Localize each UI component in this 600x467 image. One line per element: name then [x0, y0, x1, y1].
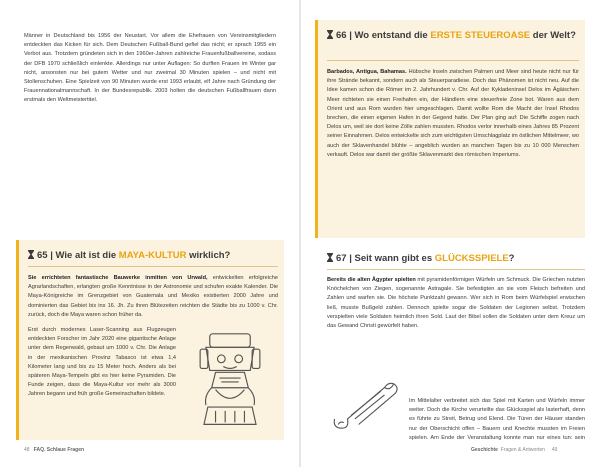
box-title-suffix: der Welt? — [532, 30, 576, 41]
box-text-1: entwickelten erfolgreiche Agrarlandschaften, erlangten große Kenntnisse in der Astronomie und schufen exakte Kalender. Die Maya-Königreiche im Grenzgebiet von Guatemala und Mexiko existierten 2000 Jahre und dominierten das Gebiet bis ins 16. Jh. Zu ihren Blütezeiten reichten die Städte bis zu 1000 v. Chr. zurück, doch die Maya waren schon früher da. — [28, 275, 278, 318]
box-text-left-column: Erst durch modernes Laser-Scanning aus Flugzeugen entdeckten Forscher im Jahr 2020 eine gigantische Anlage unter dem Regenwald, gebaut um 1000 v. Chr. Die Anlage in der mexikanischen Provinz Tabasco ist etwa 1,4 Kilometer lang und bis zu 15 Meter hoch. Anders als bei späteren Maya-Tempeln gibt es hier keine Pyramiden. Die Funde zeigen, dass die Maya-Kultur vor mehr als 3000 Jahren begann und früh große Gemeinschaften bildete. — [28, 327, 176, 398]
box2-heading: 67 | Seit wann gibt es GLÜCKSSPIELE? — [327, 253, 587, 265]
box2-text-1: mit pyramidenförmigen Würfeln um Schmuck. Die Griechen nutzten Knöchelchen von Ziegen, sogenannte Astragale. Sie befestigten an sie vom Fleisch befreiten und Zahlen und warfen sie. Die höchste Punktzahl gewann. Wer sich in Rom beim Würfelspiel erwischen ließ, musste Bußgeld zahlen. Dennoch spielte sogar die Soldaten der Legionen selbst. Trotzdem verspielten viele Soldaten heimlich ihren Sold. Laut der Bibel sollen die Soldaten unter dem Kreuz um das Gewand Christi gewürfelt haben. — [327, 277, 585, 330]
box2-title-suffix: ? — [508, 253, 515, 264]
box-heading: 66 | Wo entstand die ERSTE STEUEROASE der Welt? — [327, 30, 579, 42]
left-page — [0, 0, 299, 467]
box-heading: 65 | Wie alt ist die MAYA-KULTUR wirklich? — [28, 250, 278, 262]
box-title-prefix: Wie alt ist die — [55, 250, 117, 261]
hourglass-icon — [327, 253, 333, 262]
question-box-66 — [315, 20, 585, 238]
box-number: 66 — [336, 30, 347, 41]
heading-rule — [28, 266, 278, 267]
right-page — [301, 0, 600, 467]
box-lead: Barbados, Antigua, Bahamas. — [327, 69, 407, 75]
box-text-1: Hübsche Inseln zwischen Palmen und Meer sind heute nicht nur für ihre Strände bekannt, sondern auch als Steuerparadiese. Doch das Phänomen ist nicht neu. Auf die Idee kamen schon die Römer im 2. Jahrhundert v. Chr. Auf der Kykladeninsel Delos im Ägäischen Meer richteten sie einen Freihafen ein, der Händlern eine steuerfreie Zone bot. Waren aus dem Orient und aus Rom wurden hier umgeschlagen. Damit wollte Rom die Macht der Insel Rhodos brechen, die einen eigenen Hafen in der Gegend hatte. — [327, 69, 579, 122]
box2-text-bottom: Im Mittelalter verbreitet sich das Spiel mit Karten und Würfeln immer weiter. Doch die Kirche verurteilte das Glücksspiel als lasterhaft, denn es führte zu Streit, Betrug und Elend. Die Türen der Häuser standen nur der Oberschicht offen – Bauern und Knechte mussten im Freien spielen. Am Ende der Veranstaltung konnte man nur eines tun: sein — [409, 398, 585, 441]
right-footer — [471, 447, 557, 453]
question-box-65 — [16, 240, 284, 440]
box-number: 65 — [37, 250, 48, 261]
intro-paragraph: Männer in Deutschland bis 1956 der Neustart. Vor allem die Ehefrauen von Vereinsmitgliedern entdeckten das Kicken für sich. Dem Deutschen Fußball-Bund gefiel das nicht; er sprach 1955 ein Verbot aus. Trotzdem gründeten sich in den 1960er-Jahren zahlreiche Frauenfußballvereine, sodass der DFB 1970 schließlich einlenkte. Allerdings nur unter Auflagen: So durften Frauen im Winter gar nicht, ansonsten nur bei gutem Wetter und nur zweimal 30 Minuten spielen – und nicht mit Stollenschuhen. Eine Spielzeit von 90 Minuten wurde erst 1993 erlaubt, elf Jahre nach Gründung der Frauennationalmannschaft. In der Bundesrepublik. 2003 holten die deutschen Fußballfrauen dann erstmals den Weltmeistertitel. — [24, 33, 276, 104]
maya-figure-illustration — [186, 328, 274, 434]
box2-title-accent: GLÜCKSSPIELE — [434, 253, 509, 264]
box-accent-bar — [315, 20, 318, 238]
box2-number: 67 — [336, 253, 347, 264]
footer-label-left: FAQ. Schlaue Fragen — [33, 447, 85, 453]
box-text-2: Der Plan ging auf: Die Schiffe zogen nach Delos um, weil sie dort keine Zölle zahlen mussten. Rhodos verlor innerhalb eines Jahres 85 Prozent seiner Einnahmen. Delos entwickelte sich zum wichtigsten Umschlagplatz im östlichen Mittelmeer, wo auch der Sklavenhandel blühte – angeblich wurden an manchen Tagen bis zu 10 000 Menschen verkauft. Delos war damit der größte Sklavenmarkt des römischen Imperiums. — [327, 115, 579, 158]
box2-heading-rule — [327, 269, 585, 270]
page-number-right: 49 — [551, 447, 558, 453]
box2-lead: Bereits die alten Ägypter spielten — [327, 277, 416, 283]
page-number-left: 48 — [24, 447, 30, 453]
scroll-illustration — [329, 378, 403, 434]
box-text-top — [28, 274, 278, 324]
footer-sub-right: Fragen & Antworten — [500, 447, 545, 453]
hourglass-icon — [28, 250, 34, 259]
box-title-accent: ERSTE STEUEROASE — [430, 30, 531, 41]
box-title-accent: MAYA-KULTUR — [118, 250, 187, 261]
footer-label-right: Geschichte — [471, 447, 498, 453]
box-title-suffix: wirklich? — [189, 250, 231, 261]
hourglass-icon — [327, 30, 333, 39]
heading-rule — [327, 60, 579, 61]
box-title-prefix: Wo entstand die — [354, 30, 428, 41]
box-accent-bar — [16, 240, 19, 440]
box2-title-prefix: Seit wann gibt es — [354, 253, 433, 264]
left-footer — [24, 447, 84, 453]
box-text — [327, 68, 579, 232]
box-lead: Sie errichteten fantastische Bauwerke inmitten von Urwald, — [28, 275, 208, 281]
